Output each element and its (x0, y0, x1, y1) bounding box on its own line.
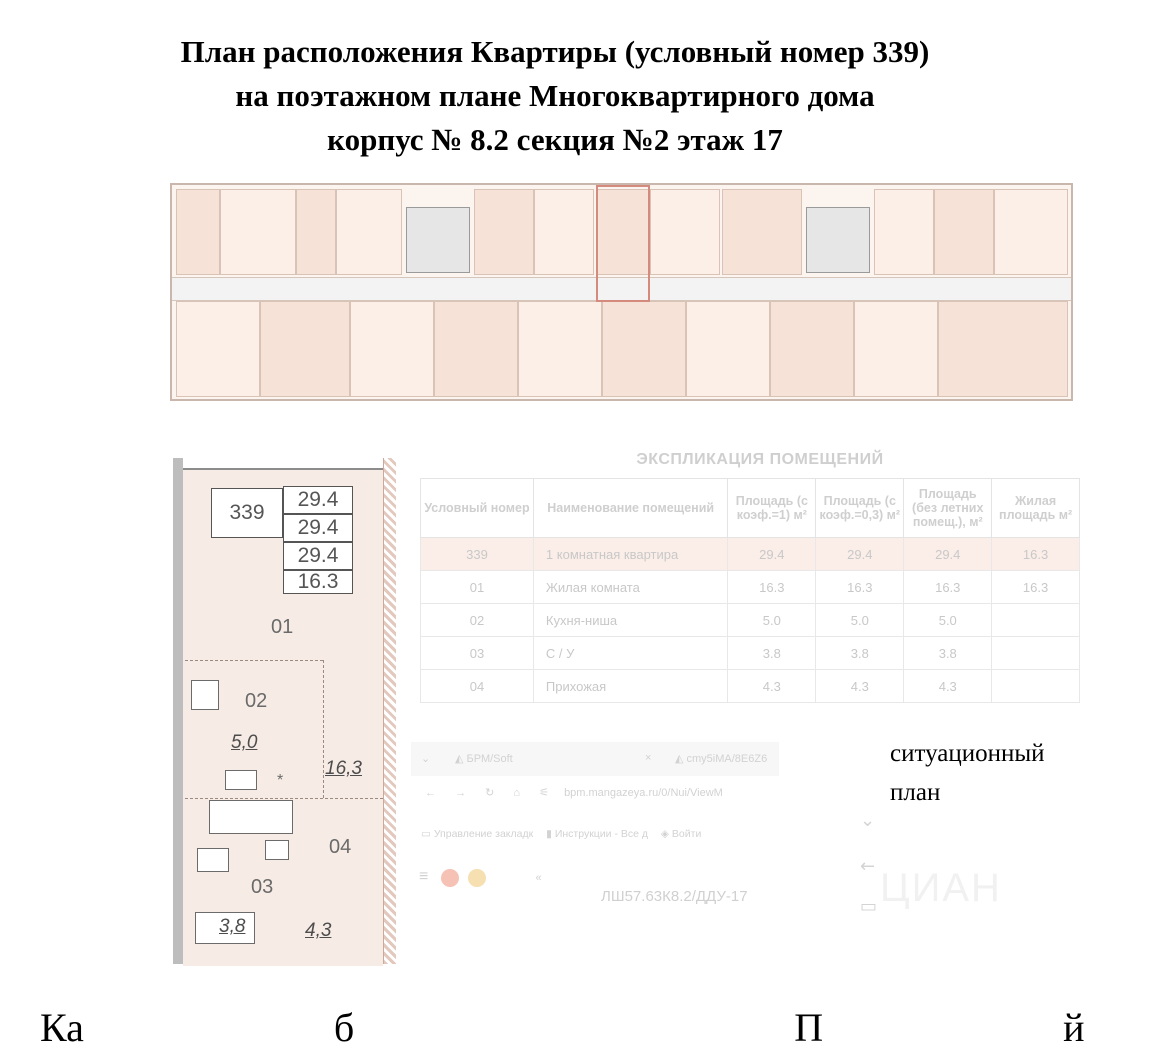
floor-room (336, 189, 402, 275)
table-row (421, 670, 1080, 703)
bathtub-icon (209, 800, 293, 834)
bottom-text: Ка б П й (40, 1005, 1085, 1050)
room-area-03: 3,8 (219, 916, 246, 937)
table-row (421, 538, 1080, 571)
site-settings-icon[interactable]: ⚟ (539, 787, 549, 799)
floor-room (602, 301, 686, 397)
apartment-plan (173, 428, 398, 965)
area-living: 16.3 (283, 570, 353, 594)
room-area-01: 16,3 (325, 758, 362, 779)
bottom-text-cut (40, 1005, 1140, 1050)
title-line-2: на поэтажном плане Многоквартирного дома (235, 78, 875, 113)
cell-area1: 4.3 (728, 670, 816, 703)
tab-favicon-icon: ◭ (675, 753, 687, 765)
room-area-04: 4,3 (305, 920, 332, 941)
toilet-icon (265, 840, 289, 860)
situation-plan-label (890, 734, 1045, 812)
cell-num: 04 (421, 670, 534, 703)
floor-room (474, 189, 534, 275)
cell-area1: 16.3 (728, 571, 816, 604)
cell-num: 03 (421, 637, 534, 670)
area-total-1: 29.4 (283, 486, 353, 514)
record-icon[interactable] (441, 869, 459, 887)
cell-num: 339 (421, 538, 534, 571)
cell-name: С / У (533, 637, 728, 670)
bookmark-2[interactable]: Инструкции - Все д (554, 828, 648, 840)
browser-tabbar (411, 742, 779, 776)
header-area3: Площадь (без летних помещ.), м² (904, 479, 992, 538)
table-row (421, 637, 1080, 670)
app-toolbar (419, 868, 542, 887)
cell-living: 16.3 (992, 571, 1080, 604)
reload-icon[interactable]: ↻ (485, 787, 495, 799)
stair-core (806, 207, 870, 273)
watermark: ЦИАН (880, 866, 1002, 910)
collapse-icon[interactable]: « (535, 872, 542, 884)
cell-living (992, 637, 1080, 670)
status-icon[interactable] (468, 869, 486, 887)
folder-icon[interactable]: ▭ (860, 896, 878, 917)
header-num: Условный номер (421, 479, 534, 538)
cell-name: 1 комнатная квартира (533, 538, 728, 571)
cell-name: Жилая комната (533, 571, 728, 604)
explication-title: ЭКСПЛИКАЦИЯ ПОМЕЩЕНИЙ (636, 451, 884, 468)
menu-icon[interactable]: ≡ (419, 868, 429, 885)
wall (383, 458, 396, 964)
cell-area2: 5.0 (816, 604, 904, 637)
floor-room (176, 301, 260, 397)
browser-tab-2[interactable] (675, 752, 767, 765)
document-number: ЛШ57.63К8.2/ДДУ-17 (601, 888, 748, 905)
bookmark-1[interactable]: Управление закладк (433, 828, 534, 840)
floor-room (350, 301, 434, 397)
tab-favicon-icon: ◭ (455, 753, 467, 765)
forward-arrow-icon[interactable]: → (455, 787, 467, 799)
title-line-3: корпус № 8.2 секция №2 этаж 17 (327, 122, 783, 157)
washbasin-icon (197, 848, 229, 872)
cell-area3: 29.4 (904, 538, 992, 571)
header-living: Жилая площадь м² (992, 479, 1080, 538)
room-label-02: 02 (245, 690, 268, 712)
room-divider (185, 798, 383, 799)
cell-area2: 16.3 (816, 571, 904, 604)
cell-area2: 3.8 (816, 637, 904, 670)
floor-room (934, 189, 994, 275)
floor-room (176, 189, 220, 275)
table-row (421, 604, 1080, 637)
back-arrow-icon[interactable]: ← (425, 787, 436, 799)
back-arrow-icon[interactable]: ← (860, 856, 876, 877)
document-title (0, 30, 1110, 162)
tab-title-2: cmy5iMA/8E6Z6 (686, 753, 768, 765)
explication-table (420, 478, 1080, 703)
cell-area3: 3.8 (904, 637, 992, 670)
situation-line-2: план (890, 779, 941, 806)
cell-area1: 5.0 (728, 604, 816, 637)
floor-room (220, 189, 296, 275)
floor-room (874, 189, 934, 275)
bookmarks-bar (421, 828, 701, 840)
cell-area1: 29.4 (728, 538, 816, 571)
room-label-03: 03 (251, 876, 274, 898)
floor-room (296, 189, 336, 275)
situation-line-1: ситуационный (890, 740, 1045, 767)
cell-area1: 3.8 (728, 637, 816, 670)
bookmark-icon: ▮ (546, 828, 555, 840)
cell-area2: 4.3 (816, 670, 904, 703)
browser-overlay (411, 742, 779, 920)
cell-name: Прихожая (533, 670, 728, 703)
floor-room (518, 301, 602, 397)
floor-room (854, 301, 938, 397)
floor-room (770, 301, 854, 397)
browser-tab-1[interactable] (455, 752, 513, 765)
url-text[interactable]: bpm.mangazeya.ru/0/Nui/ViewM (564, 787, 723, 799)
floor-room (260, 301, 350, 397)
floor-room (650, 189, 720, 275)
apartment-number: 339 (211, 488, 283, 538)
chevron-down-icon[interactable]: ⌄ (421, 753, 431, 765)
area-total-2: 29.4 (283, 514, 353, 542)
table-row (421, 571, 1080, 604)
folder-icon: ▭ (421, 828, 434, 840)
bookmark-icon: ◈ (660, 828, 672, 840)
room-label-04: 04 (329, 836, 352, 858)
apartment-highlight (596, 185, 650, 302)
cell-area3: 4.3 (904, 670, 992, 703)
home-icon[interactable]: ⌂ (513, 787, 521, 799)
stove-icon (191, 680, 219, 710)
title-line-1: План расположения Квартиры (условный номер 339) (180, 34, 930, 69)
bookmark-3[interactable]: Войти (671, 828, 702, 840)
cell-num: 01 (421, 571, 534, 604)
cell-num: 02 (421, 604, 534, 637)
address-bar[interactable] (411, 786, 779, 799)
cell-area2: 29.4 (816, 538, 904, 571)
stair-core (406, 207, 470, 273)
room-divider (323, 660, 324, 798)
floor-room (686, 301, 770, 397)
floor-room (434, 301, 518, 397)
chevron-down-icon[interactable]: ⌄ (860, 810, 876, 831)
room-area-02: 5,0 (231, 732, 258, 753)
floor-room (994, 189, 1068, 275)
cell-name: Кухня-ниша (533, 604, 728, 637)
table-header-row (421, 479, 1080, 538)
sink-icon (225, 770, 257, 790)
area-total-3: 29.4 (283, 542, 353, 570)
header-area2: Площадь (с коэф.=0,3) м² (816, 479, 904, 538)
room-label-01: 01 (271, 616, 294, 638)
header-area1: Площадь (с коэф.=1) м² (728, 479, 816, 538)
header-name: Наименование помещений (533, 479, 728, 538)
star-mark: * (277, 772, 284, 789)
floor-room (722, 189, 802, 275)
cell-living (992, 604, 1080, 637)
cell-area3: 16.3 (904, 571, 992, 604)
tab-title-1: БРМ/Soft (466, 753, 513, 765)
floor-room (534, 189, 594, 275)
wall (173, 458, 183, 964)
cell-area3: 5.0 (904, 604, 992, 637)
room-divider (185, 660, 323, 661)
cell-living: 16.3 (992, 538, 1080, 571)
tab-close-icon[interactable]: × (645, 752, 652, 764)
floor-plan (170, 183, 1073, 401)
floor-room (938, 301, 1068, 397)
cell-living (992, 670, 1080, 703)
